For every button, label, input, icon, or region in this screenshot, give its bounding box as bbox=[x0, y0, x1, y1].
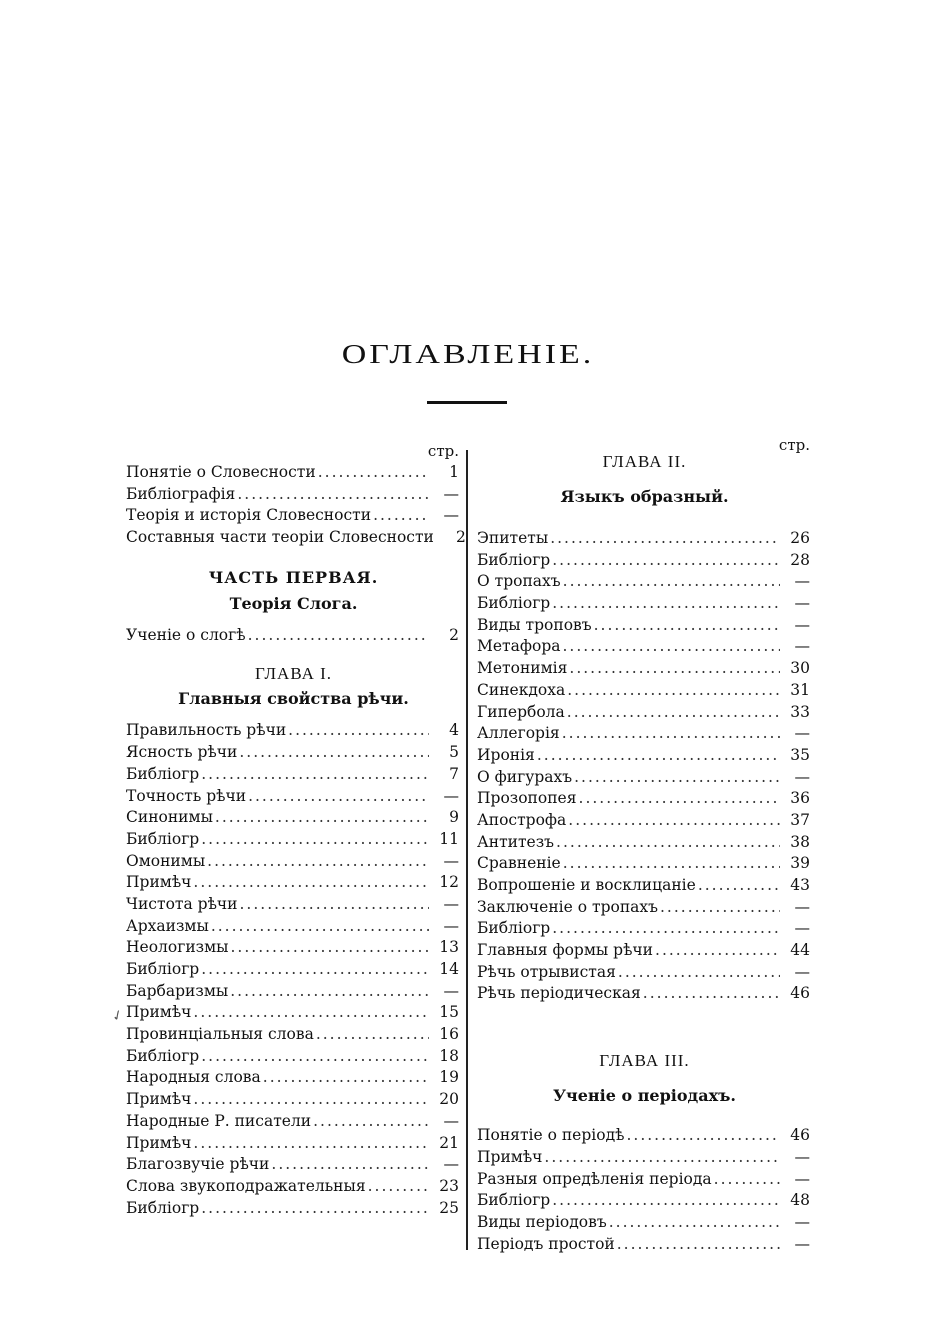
toc-entry-page: 31 bbox=[790, 680, 810, 699]
toc-entry bbox=[126, 786, 461, 808]
toc-entry-page: — bbox=[794, 1147, 810, 1166]
toc-entry-label: Аллегорія bbox=[477, 724, 560, 743]
toc-entry-page: 26 bbox=[790, 529, 810, 547]
dot-leader bbox=[248, 786, 429, 808]
toc-entry-page: 11 bbox=[439, 829, 459, 848]
toc-entry bbox=[477, 962, 812, 984]
handwritten-check-mark: ✓ bbox=[109, 1006, 127, 1026]
toc-entry-page: 4 bbox=[449, 721, 459, 740]
toc-entry bbox=[477, 1147, 812, 1169]
toc-entry-page: 44 bbox=[790, 941, 810, 960]
toc-entry-label: Рѣчь періодическая bbox=[477, 984, 641, 1003]
toc-entry-label: Архаизмы bbox=[126, 916, 209, 935]
toc-entry-label: Ясность рѣчи bbox=[126, 743, 238, 762]
toc-entry-page: 37 bbox=[790, 810, 810, 829]
dot-leader bbox=[207, 851, 429, 873]
dot-leader bbox=[574, 767, 780, 789]
toc-entry-label: Омонимы bbox=[126, 851, 206, 870]
toc-entry-label: Примѣч bbox=[477, 1147, 543, 1166]
toc-entry bbox=[477, 745, 812, 767]
toc-entry-page: 16 bbox=[439, 1025, 459, 1044]
toc-entry bbox=[477, 1234, 812, 1256]
toc-entry-page: 19 bbox=[439, 1068, 459, 1087]
chapter-3-subtitle: Ученіе о періодахъ. bbox=[553, 1086, 736, 1106]
toc-entry-page: 23 bbox=[439, 1176, 459, 1195]
dot-leader bbox=[240, 894, 430, 916]
chapter-2-list bbox=[477, 528, 812, 1005]
dot-leader bbox=[248, 625, 429, 647]
toc-entry-page: 20 bbox=[439, 1090, 459, 1109]
toc-entry bbox=[477, 853, 812, 875]
toc-entry-label: Прозопопея bbox=[477, 789, 577, 808]
toc-entry-label: Библіогр bbox=[126, 960, 200, 978]
toc-entry bbox=[477, 832, 812, 854]
toc-entry-page: — bbox=[794, 962, 810, 981]
dot-leader bbox=[563, 853, 780, 875]
toc-entry bbox=[477, 767, 812, 789]
toc-entry-label: Правильность рѣчи bbox=[126, 721, 287, 740]
dot-leader bbox=[714, 1169, 780, 1191]
toc-entry-label: Рѣчь отрывистая bbox=[477, 962, 616, 981]
dot-leader bbox=[201, 764, 429, 786]
right-column bbox=[477, 436, 812, 1255]
dot-leader bbox=[537, 745, 780, 767]
toc-entry-page: — bbox=[794, 1212, 810, 1231]
toc-entry bbox=[126, 937, 461, 959]
column-divider bbox=[466, 450, 468, 1250]
toc-entry bbox=[126, 959, 461, 981]
toc-entry-page: — bbox=[794, 572, 810, 591]
toc-entry bbox=[477, 723, 812, 745]
toc-entry-label: Народные Р. писатели bbox=[126, 1111, 312, 1130]
toc-entry bbox=[126, 1089, 461, 1111]
toc-entry-page: — bbox=[443, 1111, 459, 1130]
toc-entry bbox=[126, 1111, 461, 1133]
style-list bbox=[126, 625, 461, 647]
toc-entry-page: 13 bbox=[439, 938, 459, 957]
toc-entry-label: Библіогр bbox=[126, 1046, 200, 1065]
dot-leader bbox=[193, 872, 429, 894]
toc-entry-label: О фигурахъ bbox=[477, 767, 573, 786]
dot-leader bbox=[568, 810, 780, 832]
dot-leader bbox=[201, 829, 429, 851]
toc-entry-page: 5 bbox=[449, 743, 459, 762]
toc-entry bbox=[477, 680, 812, 702]
toc-entry bbox=[126, 742, 461, 764]
chapter-3-title: ГЛАВА III. bbox=[599, 1051, 690, 1071]
toc-entry-label: Примѣч bbox=[126, 1003, 192, 1022]
toc-entry bbox=[126, 1046, 461, 1068]
toc-entry bbox=[477, 615, 812, 637]
chapter-2-subtitle: Языкъ образный. bbox=[560, 487, 729, 506]
dot-leader bbox=[655, 940, 780, 962]
toc-entry-page: — bbox=[443, 851, 459, 870]
toc-entry bbox=[126, 527, 466, 549]
toc-entry-page: — bbox=[794, 594, 810, 613]
toc-entry-page: 2 bbox=[449, 625, 459, 644]
toc-entry-page: 21 bbox=[439, 1133, 459, 1152]
toc-entry bbox=[126, 505, 461, 527]
toc-entry-page: — bbox=[794, 919, 810, 938]
toc-entry-page: 48 bbox=[790, 1191, 810, 1210]
toc-entry-label: Составныя части теоріи Словесности bbox=[126, 528, 434, 547]
toc-entry-label: Понятіе о періодѣ bbox=[477, 1126, 625, 1145]
chapter-1-subtitle: Главныя свойства рѣчи. bbox=[178, 689, 409, 709]
toc-entry bbox=[477, 1190, 812, 1212]
dot-leader bbox=[552, 918, 780, 940]
dot-leader bbox=[556, 832, 780, 854]
toc-entry bbox=[477, 702, 812, 724]
toc-entry bbox=[477, 571, 812, 593]
toc-entry-label: Заключеніе о тропахъ bbox=[477, 897, 658, 916]
dot-leader bbox=[643, 983, 780, 1005]
chapter-2-title: ГЛАВА II. bbox=[602, 452, 687, 471]
toc-entry bbox=[477, 983, 812, 1005]
toc-entry-label: Эпитеты bbox=[477, 529, 549, 547]
toc-entry-label: Библіогр bbox=[477, 550, 551, 569]
toc-entry bbox=[477, 1169, 812, 1191]
toc-entry bbox=[126, 1133, 461, 1155]
dot-leader bbox=[562, 723, 780, 745]
dot-leader bbox=[263, 1067, 429, 1089]
dot-leader bbox=[373, 505, 429, 527]
dot-leader bbox=[618, 962, 780, 984]
toc-entry-label: Провинціальныя слова bbox=[126, 1025, 314, 1044]
chapter-3-list bbox=[477, 1125, 812, 1255]
toc-entry-page: — bbox=[794, 1234, 810, 1253]
toc-entry-label: Виды троповъ bbox=[477, 615, 592, 634]
toc-entry-page: — bbox=[443, 981, 459, 1000]
toc-entry bbox=[126, 1024, 461, 1046]
dot-leader bbox=[626, 1125, 780, 1147]
toc-entry-label: Библіогр bbox=[477, 919, 551, 938]
intro-list bbox=[126, 462, 466, 549]
toc-entry bbox=[126, 764, 461, 786]
toc-entry-page: 15 bbox=[439, 1003, 459, 1022]
toc-entry bbox=[126, 829, 461, 851]
toc-entry bbox=[477, 918, 812, 940]
toc-entry-page: 9 bbox=[449, 808, 459, 827]
toc-entry bbox=[477, 788, 812, 810]
toc-entry-label: Вопрошеніе и восклицаніе bbox=[477, 876, 696, 894]
toc-entry bbox=[126, 916, 461, 938]
toc-entry-page: 35 bbox=[790, 745, 810, 764]
toc-entry-page: — bbox=[794, 615, 810, 634]
toc-entry-label: Чистота рѣчи bbox=[126, 894, 238, 913]
page-column-label: стр. bbox=[778, 436, 810, 454]
dot-leader bbox=[563, 636, 781, 658]
dot-leader bbox=[230, 981, 429, 1003]
toc-entry-page: 46 bbox=[790, 984, 810, 1003]
toc-entry-page: 12 bbox=[439, 873, 459, 892]
dot-leader bbox=[552, 1190, 780, 1212]
toc-entry-label: Точность рѣчи bbox=[126, 786, 247, 805]
toc-entry-label: Метафора bbox=[477, 637, 561, 656]
dot-leader bbox=[193, 1133, 429, 1155]
toc-entry-page: 33 bbox=[790, 702, 810, 721]
toc-entry-page: — bbox=[794, 1169, 810, 1188]
toc-entry bbox=[126, 484, 461, 506]
toc-entry bbox=[126, 625, 461, 647]
toc-entry-label: Синекдоха bbox=[477, 680, 566, 699]
part-title: ЧАСТЬ ПЕРВАЯ. bbox=[208, 567, 379, 587]
toc-entry-page: — bbox=[443, 894, 459, 913]
toc-entry-page: — bbox=[443, 1155, 459, 1174]
toc-entry-page: 46 bbox=[790, 1126, 810, 1145]
part-subtitle: Теорія Слога. bbox=[229, 593, 358, 613]
dot-leader bbox=[563, 571, 780, 593]
toc-entry-label: Библіогр bbox=[477, 1191, 551, 1210]
toc-entry bbox=[126, 720, 461, 742]
toc-entry bbox=[477, 593, 812, 615]
left-column bbox=[126, 440, 466, 1219]
toc-entry-label: О тропахъ bbox=[477, 572, 561, 591]
toc-entry-label: Періодъ простой bbox=[477, 1234, 615, 1253]
toc-entry-label: Ученіе о слогѣ bbox=[126, 625, 246, 644]
toc-entry-label: Примѣч bbox=[126, 873, 192, 892]
dot-leader bbox=[569, 658, 780, 680]
page-column-label: стр. bbox=[427, 442, 459, 460]
toc-entry bbox=[477, 636, 812, 658]
toc-entry-label: Барбаризмы bbox=[126, 981, 229, 1000]
toc-entry bbox=[126, 894, 461, 916]
toc-entry-page: 38 bbox=[790, 832, 810, 851]
dot-leader bbox=[201, 1046, 429, 1068]
dot-leader bbox=[193, 1089, 429, 1111]
toc-entry-page: — bbox=[794, 897, 810, 916]
page-title: ОГЛАВЛЕНІЕ. bbox=[341, 339, 595, 370]
toc-entry bbox=[477, 550, 812, 572]
toc-entry-label: Теорія и исторія Словесности bbox=[126, 506, 372, 525]
toc-entry-page: 36 bbox=[790, 789, 810, 808]
toc-entry bbox=[126, 1198, 461, 1220]
toc-entry-label: Антитезъ bbox=[477, 832, 555, 851]
toc-entry-page: — bbox=[443, 506, 459, 525]
toc-entry-label: Библіогр bbox=[126, 829, 200, 848]
toc-entry-label: Апострофа bbox=[477, 810, 567, 829]
toc-entry-label: Библіогр bbox=[126, 764, 200, 783]
toc-entry-label: Слова звукоподражательныя bbox=[126, 1176, 366, 1195]
toc-entry-label: Разныя опредѣленія періода bbox=[477, 1169, 712, 1188]
toc-entry-label: Синонимы bbox=[126, 808, 213, 827]
title-rule bbox=[427, 401, 507, 404]
toc-entry-page: 39 bbox=[790, 854, 810, 873]
toc-entry bbox=[126, 462, 461, 484]
dot-leader bbox=[660, 897, 780, 919]
toc-entry-label: Народныя слова bbox=[126, 1068, 261, 1087]
toc-entry-label: Неологизмы bbox=[126, 938, 229, 957]
toc-entry bbox=[477, 528, 812, 550]
toc-entry-label: Библіографія bbox=[126, 484, 236, 503]
dot-leader bbox=[201, 959, 429, 981]
toc-entry-page: — bbox=[794, 724, 810, 743]
toc-entry-label: Метонимія bbox=[477, 659, 568, 678]
toc-entry-page: 7 bbox=[449, 764, 459, 783]
toc-entry-page: — bbox=[794, 637, 810, 656]
toc-entry bbox=[477, 897, 812, 919]
dot-leader bbox=[368, 1176, 429, 1198]
toc-entry-page: — bbox=[443, 916, 459, 935]
toc-entry-page: — bbox=[794, 767, 810, 786]
toc-entry-page: 28 bbox=[790, 550, 810, 569]
toc-entry bbox=[126, 1176, 461, 1198]
toc-entry-label: Библіогр bbox=[477, 594, 551, 613]
toc-entry-label: Примѣч bbox=[126, 1090, 192, 1109]
toc-entry bbox=[126, 1002, 461, 1024]
toc-entry-label: Иронія bbox=[477, 745, 535, 764]
dot-leader bbox=[211, 916, 429, 938]
dot-leader bbox=[313, 1111, 429, 1133]
toc-entry-label: Главныя формы рѣчи bbox=[477, 941, 654, 960]
toc-entry bbox=[126, 1154, 461, 1176]
dot-leader bbox=[567, 680, 780, 702]
toc-entry-page: 30 bbox=[790, 659, 810, 678]
dot-leader bbox=[579, 788, 780, 810]
dot-leader bbox=[215, 807, 429, 829]
toc-entry-label: Библіогр bbox=[126, 1198, 200, 1217]
toc-entry bbox=[126, 851, 461, 873]
toc-entry-page: — bbox=[443, 484, 459, 503]
chapter-1-title: ГЛАВА I. bbox=[254, 664, 333, 684]
dot-leader bbox=[567, 702, 780, 724]
dot-leader bbox=[609, 1212, 780, 1234]
dot-leader bbox=[552, 550, 780, 572]
toc-entry-label: Сравненіе bbox=[477, 854, 561, 873]
dot-leader bbox=[271, 1154, 429, 1176]
chapter-1-list bbox=[126, 720, 461, 1219]
toc-entry-page: 14 bbox=[439, 960, 459, 978]
toc-entry bbox=[126, 807, 461, 829]
toc-entry-page: 25 bbox=[439, 1198, 459, 1217]
toc-entry bbox=[477, 658, 812, 680]
dot-leader bbox=[316, 1024, 429, 1046]
dot-leader bbox=[550, 528, 780, 550]
dot-leader bbox=[201, 1198, 429, 1220]
toc-entry-page: 2 bbox=[456, 528, 466, 547]
dot-leader bbox=[231, 937, 430, 959]
dot-leader bbox=[193, 1002, 429, 1024]
toc-entry-page: — bbox=[443, 786, 459, 805]
dot-leader bbox=[318, 462, 429, 484]
toc-entry bbox=[126, 981, 461, 1003]
toc-entry bbox=[477, 810, 812, 832]
dot-leader bbox=[552, 593, 780, 615]
toc-entry bbox=[126, 872, 461, 894]
dot-leader bbox=[594, 615, 780, 637]
toc-entry-page: 43 bbox=[790, 876, 810, 894]
dot-leader bbox=[237, 484, 429, 506]
dot-leader bbox=[617, 1234, 780, 1256]
toc-entry-page: 18 bbox=[439, 1046, 459, 1065]
toc-entry bbox=[477, 1125, 812, 1147]
toc-entry bbox=[477, 875, 812, 897]
toc-entry-label: Виды періодовъ bbox=[477, 1212, 607, 1231]
toc-entry bbox=[477, 940, 812, 962]
toc-entry bbox=[477, 1212, 812, 1234]
toc-entry-label: Примѣч bbox=[126, 1133, 192, 1152]
toc-entry-label: Понятіе о Словесности bbox=[126, 463, 316, 481]
dot-leader bbox=[239, 742, 429, 764]
toc-entry-page: 1 bbox=[449, 463, 459, 481]
toc-entry-label: Благозвучіе рѣчи bbox=[126, 1155, 270, 1174]
toc-entry-label: Гипербола bbox=[477, 702, 565, 721]
dot-leader bbox=[288, 720, 429, 742]
toc-entry bbox=[126, 1067, 461, 1089]
dot-leader bbox=[544, 1147, 780, 1169]
dot-leader bbox=[698, 875, 780, 897]
